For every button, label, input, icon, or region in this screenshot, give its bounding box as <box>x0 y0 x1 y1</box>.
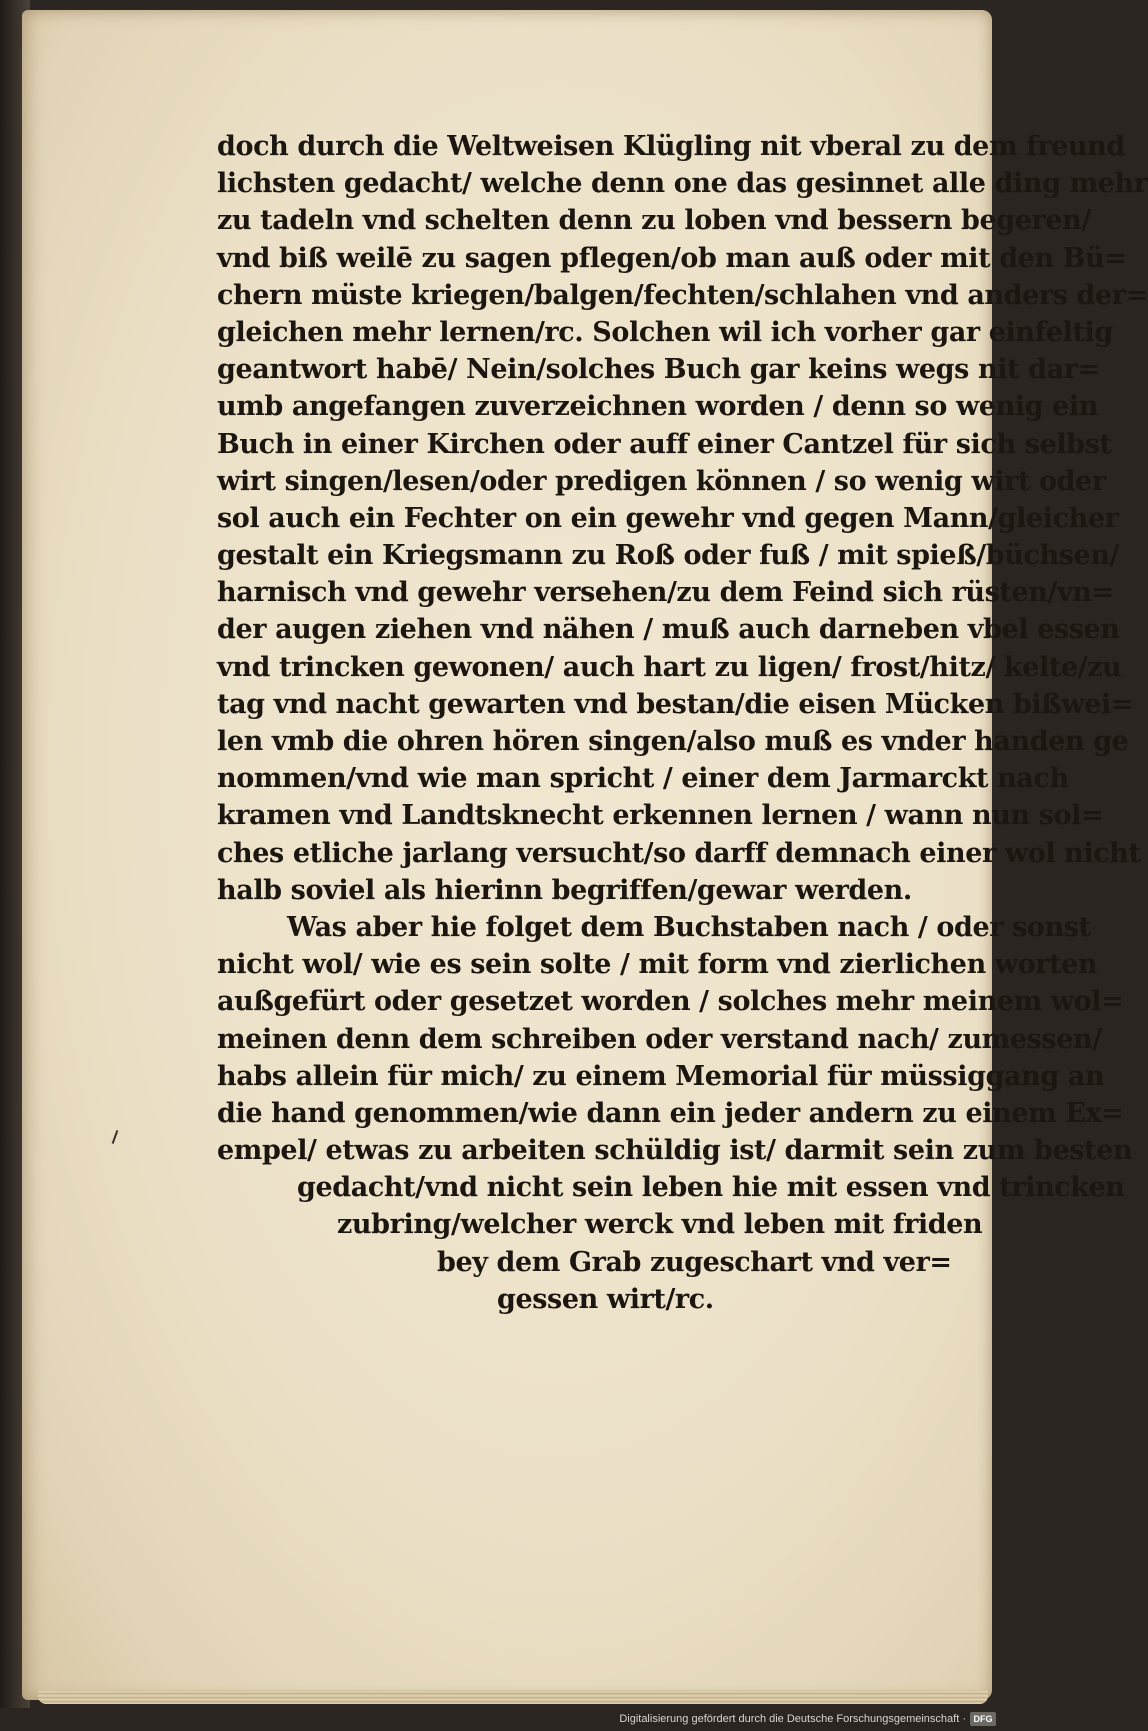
text-line: tag vnd nacht gewarten vnd bestan/die eisen Mücken bißwei= <box>217 688 1134 720</box>
text-line: sol auch ein Fechter on ein gewehr vnd gegen Mann/gleicher <box>217 502 1119 534</box>
digitization-credit: Digitalisierung gefördert durch die Deutsche Forschungsgemeinschaft · <box>619 1713 966 1725</box>
paragraph-end-line: halb soviel als hierinn begriffen/gewar werden. <box>217 874 912 906</box>
text-line: chern müste kriegen/balgen/fechten/schlahen vnd anders der= <box>217 279 1148 311</box>
text-line: die hand genommen/wie dann ein jeder andern zu einem Ex= <box>217 1097 1124 1129</box>
text-line: geantwort habē/ Nein/solches Buch gar keins wegs nit dar= <box>217 354 1100 386</box>
text-line: meinen denn dem schreiben oder verstand nach/ zumessen/ <box>217 1023 1102 1055</box>
text-line: ches etliche jarlang versucht/so darff demnach einer wol nicht <box>217 837 1141 869</box>
page-stack-edge <box>38 1690 988 1704</box>
dfg-logo: DFG <box>970 1712 996 1726</box>
text-line: harnisch vnd gewehr versehen/zu dem Feind sich rüsten/vn= <box>217 577 1114 609</box>
tapered-line: zubring/welcher werck vnd leben mit friden <box>337 1209 983 1241</box>
text-line: doch durch die Weltweisen Klügling nit vberal zu dem freund <box>217 131 1125 162</box>
text-line: außgefürt oder gesetzet worden / solches mehr meinem wol= <box>217 986 1124 1018</box>
text-line: nommen/vnd wie man spricht / einer dem Jarmarckt nach <box>217 763 1069 795</box>
text-line: lichsten gedacht/ welche denn one das gesinnet alle ding mehr <box>217 168 1148 200</box>
text-line: vnd biß weilē zu sagen pflegen/ob man auß oder mit den Bü= <box>217 242 1127 274</box>
text-line: len vmb die ohren hören singen/also muß es vnder handen ge <box>217 726 1129 757</box>
text-line: kramen vnd Landtsknecht erkennen lernen / wann nun sol= <box>217 800 1104 832</box>
text-line: gestalt ein Kriegsmann zu Roß oder fuß / mit spieß/büchsen/ <box>217 540 1120 572</box>
text-line: der augen ziehen vnd nähen / muß auch darneben vbel essen <box>217 614 1120 646</box>
ink-mark <box>112 1130 119 1144</box>
text-line: empel/ etwas zu arbeiten schüldig ist/ darmit sein zum besten <box>217 1135 1133 1167</box>
body-text <box>217 128 1148 1318</box>
text-line: zu tadeln vnd schelten denn zu loben vnd bessern begeren/ <box>217 205 1091 237</box>
tapered-line: gessen wirt/rc. <box>497 1283 714 1315</box>
tapered-line: gedacht/vnd nicht sein leben hie mit essen vnd trincken <box>297 1172 1125 1204</box>
paragraph-start-line: Was aber hie folget dem Buchstaben nach / oder sonst <box>287 911 1091 943</box>
text-line: vnd trincken gewonen/ auch hart zu ligen/ frost/hitz/ kelte/zu <box>217 651 1122 683</box>
text-line: nicht wol/ wie es sein solte / mit form vnd zierlichen worten <box>217 949 1098 981</box>
text-line: wirt singen/lesen/oder predigen können / so wenig wirt oder <box>217 465 1106 497</box>
text-line: Buch in einer Kirchen oder auff einer Cantzel für sich selbst <box>217 428 1112 460</box>
text-line: umb angefangen zuverzeichnen worden / denn so wenig ein <box>217 391 1099 423</box>
tapered-line: bey dem Grab zugeschart vnd ver= <box>437 1246 952 1278</box>
book-page <box>22 10 1148 1700</box>
text-line: gleichen mehr lernen/rc. Solchen wil ich vorher gar einfeltig <box>217 316 1113 348</box>
text-line: habs allein für mich/ zu einem Memorial für müssiggang an <box>217 1060 1105 1092</box>
